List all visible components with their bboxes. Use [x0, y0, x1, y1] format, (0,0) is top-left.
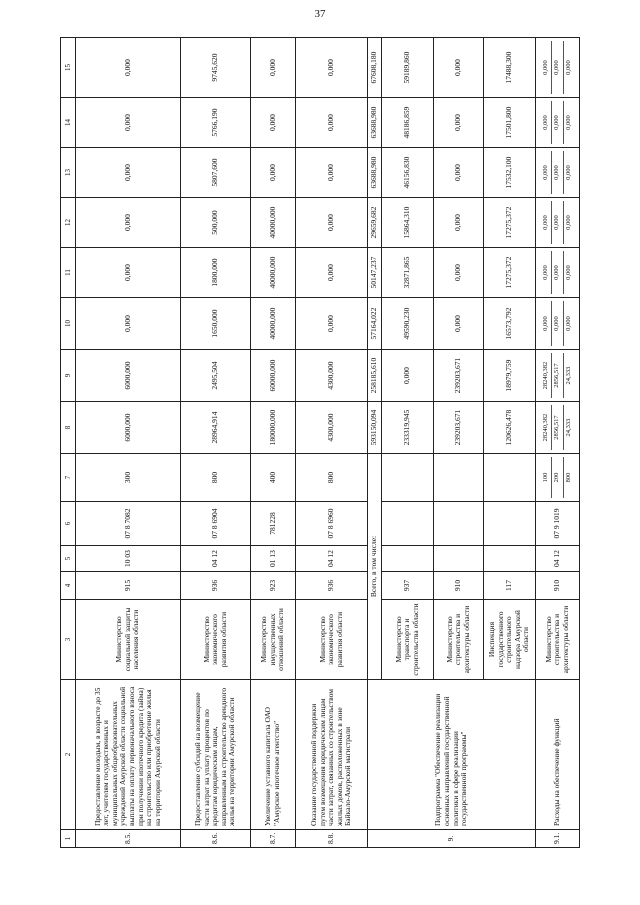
value-cell: 0,000 [76, 38, 181, 98]
column-header: 12 [61, 198, 76, 248]
value-cell: 60000,000 [251, 350, 296, 402]
table-cell [382, 546, 434, 572]
stacked-cell [536, 198, 580, 248]
value-cell: 6000,000 [76, 350, 181, 402]
column-header: 14 [61, 98, 76, 148]
code-cell: 07 8 7082 [76, 502, 181, 546]
stacked-value: 0,000 [552, 151, 563, 194]
row-organization: Министерство социальной защиты населения области [76, 600, 181, 680]
value-cell: 1800,000 [181, 248, 251, 298]
code-cell: 781228 [251, 502, 296, 546]
row-number: 8.8. [296, 830, 368, 848]
value-cell: 593150,094 [368, 402, 382, 454]
page-number: 37 [314, 8, 326, 20]
stacked-value: 0,000 [564, 165, 572, 180]
stacked-value: 2856,517 [552, 353, 563, 398]
code-cell: 800 [296, 454, 368, 502]
row-number: 9. [368, 830, 536, 848]
column-header: 9 [61, 350, 76, 402]
row-description: Оказание государственной поддержки путем возмещения юридическим лицам части затрат, связанных со строительством жилых домов, расположенных в зоне Байкало-Амурской магистрали [296, 680, 368, 830]
stacked-value: 0,000 [541, 101, 552, 144]
code-cell: 910 [434, 572, 484, 600]
code-cell: 910 [536, 572, 580, 600]
table-cell [382, 454, 434, 502]
code-cell: 07 8 6960 [296, 502, 368, 546]
code-cell: 04 12 [536, 546, 580, 572]
stacked-value: 0,000 [541, 41, 552, 94]
value-cell: 28964,914 [181, 402, 251, 454]
row-organization: Министерство транспорта и строительства области [382, 600, 434, 680]
value-cell: 15864,310 [382, 198, 434, 248]
value-cell: 4300,000 [296, 350, 368, 402]
header-row [61, 38, 76, 848]
value-cell: 57164,022 [368, 298, 382, 350]
value-cell: 59189,860 [382, 38, 434, 98]
table-cell [434, 502, 484, 546]
value-cell: 120626,478 [484, 402, 536, 454]
row-number: 8.6. [181, 830, 251, 848]
stacked-value: 24,333 [564, 366, 572, 385]
stacked-cell [536, 38, 580, 98]
stacked-value: 100 [541, 457, 552, 498]
value-cell: 9745,620 [181, 38, 251, 98]
stacked-cell [536, 98, 580, 148]
value-cell: 32871,865 [382, 248, 434, 298]
value-cell: 18979,759 [484, 350, 536, 402]
row-organization: Инспекция государственного строительного надзора Амурской области [484, 600, 536, 680]
value-cell: 0,000 [296, 98, 368, 148]
value-cell: 17501,800 [484, 98, 536, 148]
row-number: 8.7. [251, 830, 296, 848]
code-cell: 10 03 [76, 546, 181, 572]
column-header: 13 [61, 148, 76, 198]
value-cell: 50147,237 [368, 248, 382, 298]
code-cell: 923 [251, 572, 296, 600]
table-cell [434, 546, 484, 572]
stacked-value: 2856,517 [552, 405, 563, 450]
row-description: Подпрограмма "Обеспечение реализации основных направлений государственной политики в сфере реализации государственной программы" [368, 680, 536, 830]
value-cell: 40000,000 [251, 198, 296, 248]
value-cell: 258185,610 [368, 350, 382, 402]
stacked-value: 0,000 [564, 115, 572, 130]
value-cell: 67608,180 [368, 38, 382, 98]
code-cell: 01 13 [251, 546, 296, 572]
table-cell [382, 502, 434, 546]
value-cell: 63688,980 [368, 148, 382, 198]
row-organization: Министерство экономического развития области [296, 600, 368, 680]
table-cell [484, 546, 536, 572]
value-cell: 0,000 [296, 198, 368, 248]
value-cell: 0,000 [434, 148, 484, 198]
column-header: 8 [61, 402, 76, 454]
value-cell: 239203,671 [434, 402, 484, 454]
stacked-cell [536, 298, 580, 350]
value-cell: 0,000 [382, 350, 434, 402]
code-cell: 04 12 [296, 546, 368, 572]
row-organization: Министерство строительства и архитектуры области [536, 600, 580, 680]
stacked-value: 0,000 [564, 316, 572, 331]
stacked-cell [536, 454, 580, 502]
stacked-value: 0,000 [552, 301, 563, 346]
code-cell: 936 [296, 572, 368, 600]
value-cell: 16573,792 [484, 298, 536, 350]
row-description: Предоставление субсидий на возмещение части затрат на уплату процентов по кредитам юридическим лицам, направленным на строительство арендного жилья на территории Амурской области [181, 680, 251, 830]
value-cell: 40000,000 [251, 298, 296, 350]
value-cell: 49590,230 [382, 298, 434, 350]
table-row [296, 38, 368, 848]
stacked-value: 0,000 [552, 101, 563, 144]
stacked-cell [536, 248, 580, 298]
table-row [76, 38, 181, 848]
code-cell: 800 [181, 454, 251, 502]
code-cell: 07 9 1019 [536, 502, 580, 546]
value-cell: 63688,980 [368, 98, 382, 148]
code-cell: 300 [76, 454, 181, 502]
column-header: 4 [61, 572, 76, 600]
budget-table [60, 37, 580, 848]
value-cell: 40000,000 [251, 248, 296, 298]
stacked-value: 0,000 [552, 251, 563, 294]
stacked-value: 0,000 [541, 251, 552, 294]
column-header: 6 [61, 502, 76, 546]
stacked-value: 0,000 [552, 41, 563, 94]
stacked-value: 0,000 [541, 301, 552, 346]
value-cell: 0,000 [296, 248, 368, 298]
table-row [181, 38, 251, 848]
value-cell: 5766,190 [181, 98, 251, 148]
row-organization: Министерство имущественных отношений области [251, 600, 296, 680]
value-cell: 0,000 [76, 198, 181, 248]
code-cell: 07 8 6904 [181, 502, 251, 546]
column-header: 15 [61, 38, 76, 98]
stacked-cell [536, 350, 580, 402]
value-cell: 0,000 [296, 298, 368, 350]
stacked-value: 24,333 [564, 418, 572, 437]
stacked-value: 0,000 [552, 201, 563, 244]
value-cell: 1650,000 [181, 298, 251, 350]
value-cell: 17532,100 [484, 148, 536, 198]
value-cell: 180000,000 [251, 402, 296, 454]
table-cell [484, 454, 536, 502]
stacked-value: 0,000 [564, 265, 572, 280]
stacked-value: 200 [552, 457, 563, 498]
value-cell: 0,000 [434, 198, 484, 248]
stacked-value: 0,000 [541, 201, 552, 244]
value-cell: 0,000 [434, 298, 484, 350]
value-cell: 46156,830 [382, 148, 434, 198]
value-cell: 17275,372 [484, 198, 536, 248]
value-cell: 0,000 [76, 298, 181, 350]
table-row [251, 38, 296, 848]
value-cell: 0,000 [434, 38, 484, 98]
stacked-cell [536, 148, 580, 198]
row-number: 9.1. [536, 830, 580, 848]
column-header: 7 [61, 454, 76, 502]
stacked-value: 28240,382 [541, 353, 552, 398]
value-cell: 0,000 [434, 248, 484, 298]
stacked-cell [536, 402, 580, 454]
stacked-value: 800 [564, 472, 572, 483]
value-cell: 0,000 [251, 98, 296, 148]
value-cell: 17488,300 [484, 38, 536, 98]
code-cell: 117 [484, 572, 536, 600]
stacked-value: 0,000 [541, 151, 552, 194]
column-header: 2 [61, 680, 76, 830]
value-cell: 0,000 [296, 38, 368, 98]
value-cell: 6000,000 [76, 402, 181, 454]
rotated-table-area [60, 38, 585, 848]
value-cell: 0,000 [76, 98, 181, 148]
value-cell: 2495,504 [181, 350, 251, 402]
row-description: Расходы на обеспечение функций [536, 680, 580, 830]
table-cell [484, 502, 536, 546]
value-cell: 29659,682 [368, 198, 382, 248]
row-organization: Министерство строительства и архитектуры области [434, 600, 484, 680]
stacked-value: 28240,382 [541, 405, 552, 450]
value-cell: 0,000 [434, 98, 484, 148]
table-row [536, 38, 580, 848]
program-total-row [368, 38, 382, 848]
value-cell: 0,000 [251, 148, 296, 198]
column-header: 10 [61, 298, 76, 350]
stacked-value: 0,000 [564, 215, 572, 230]
value-cell: 239203,671 [434, 350, 484, 402]
row-description: Предоставление молодым, в возрасте до 35 лет, учителям государственных и муниципальных общеобразовательных учреждений Амурской области социальной выплаты на оплату первоначального взноса при получении ипотечного кредита (займа) на строительство или приобретение жилья на территории Амурской области [76, 680, 181, 830]
value-cell: 0,000 [76, 148, 181, 198]
total-label: Всего, в том числе: [368, 454, 382, 680]
column-header: 11 [61, 248, 76, 298]
value-cell: 5807,600 [181, 148, 251, 198]
code-cell: 915 [76, 572, 181, 600]
code-cell: 04 12 [181, 546, 251, 572]
value-cell: 17275,372 [484, 248, 536, 298]
value-cell: 0,000 [251, 38, 296, 98]
value-cell: 500,000 [181, 198, 251, 248]
code-cell: 937 [382, 572, 434, 600]
value-cell: 48186,859 [382, 98, 434, 148]
column-header: 1 [61, 830, 76, 848]
table-cell [434, 454, 484, 502]
column-header: 5 [61, 546, 76, 572]
value-cell: 0,000 [296, 148, 368, 198]
row-number: 8.5. [76, 830, 181, 848]
row-organization: Министерство экономического развития области [181, 600, 251, 680]
value-cell: 4300,000 [296, 402, 368, 454]
value-cell: 233319,945 [382, 402, 434, 454]
value-cell: 0,000 [76, 248, 181, 298]
row-description: Увеличение уставного капитала ОАО "Амурское ипотечное агентство" [251, 680, 296, 830]
column-header: 3 [61, 600, 76, 680]
code-cell: 400 [251, 454, 296, 502]
code-cell: 936 [181, 572, 251, 600]
stacked-value: 0,000 [564, 60, 572, 75]
